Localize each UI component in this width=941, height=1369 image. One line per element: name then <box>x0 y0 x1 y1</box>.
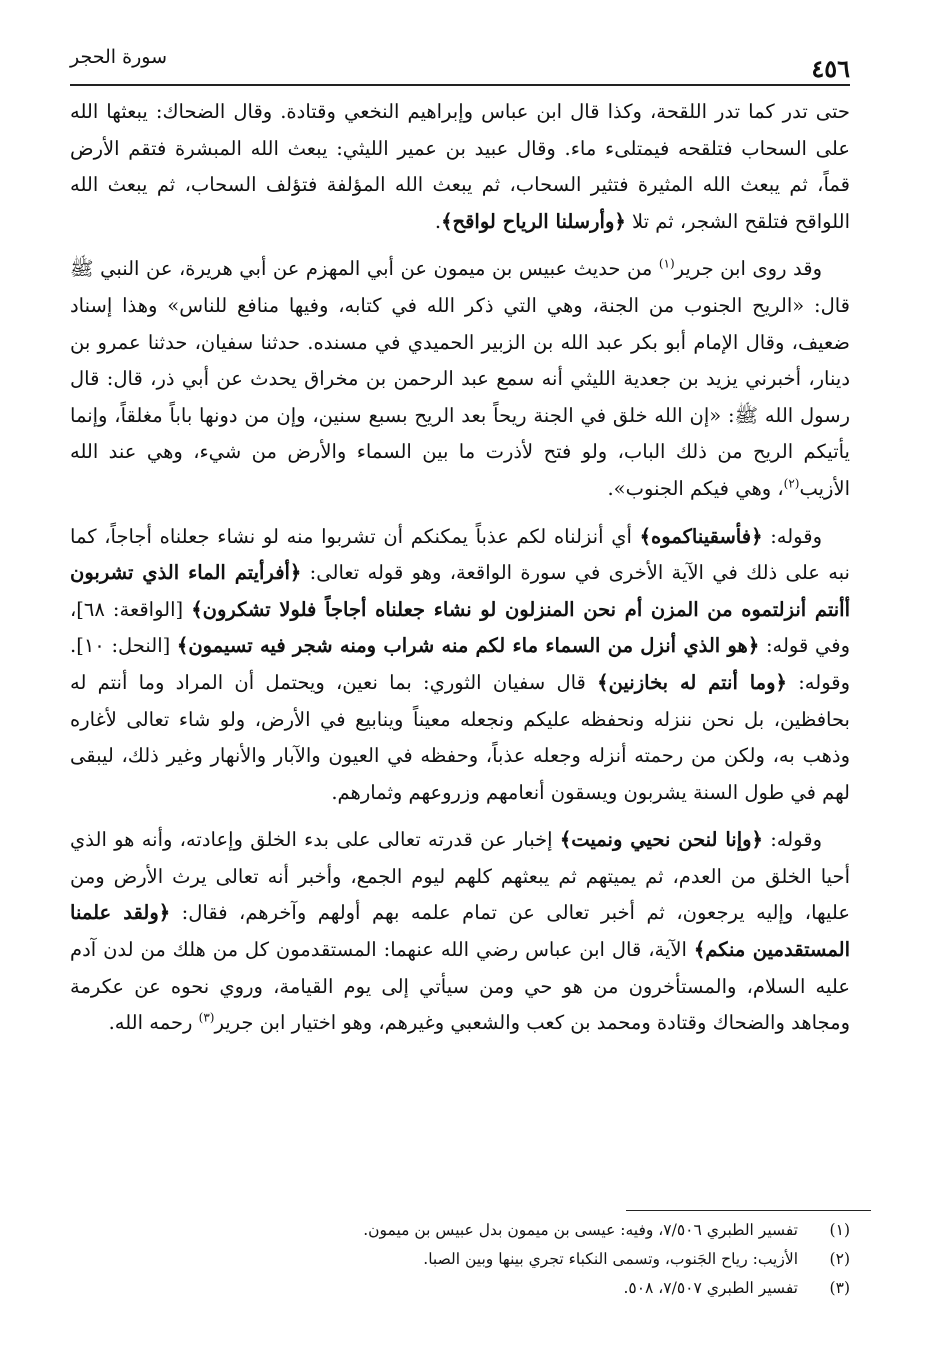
page-header <box>70 40 850 88</box>
text-segment: [الواقعة: ٦٨]، وفي قوله: <box>70 597 850 658</box>
text-segment: الآية، قال ابن عباس رضي الله عنهما: المستقدمون كل من هلك من لدن آدم عليه السلام، والمستأخرون من هو حي ومن سيأتي إلى يوم القيامة، وروي نحوه عن عكرمة ومجاهد والضحاك وقتادة ومحمد بن كعب والشعبي وغيرهم، وهو اختيار ابن جرير <box>70 938 850 1035</box>
footnote <box>70 1274 850 1303</box>
footnote <box>70 1245 850 1274</box>
page-number: ٤٥٦ <box>811 54 850 83</box>
footnote-reference: (٣) <box>198 1010 215 1025</box>
header-divider <box>70 84 850 86</box>
paragraph <box>70 822 850 1042</box>
quran-verse: ﴿وأرسلنا الرياح لواقح﴾ <box>441 209 626 233</box>
text-segment: وقد روى ابن جرير <box>674 257 822 281</box>
footnote-text: تفسير الطبري ٧/٥٠٧، ٥٠٨. <box>623 1279 798 1297</box>
quran-verse: ﴿ولقد علمنا المستقدمين منكم﴾ <box>70 901 850 962</box>
paragraph <box>70 519 850 812</box>
footnote-number: (١) <box>829 1221 850 1239</box>
text-segment: إخبار عن قدرته تعالى على بدء الخلق وإعادته، وأنه هو الذي أحيا الخلق من العدم، ثم يميتهم ثم يبعثهم كلهم ليوم الجمع، وأخبر أنه تعالى يرث الأرض ومن عليها، وإليه يرجعون، ثم أخبر تعالى عن تمام علمه بهم أولهم وآخرهم، فقال: <box>70 828 850 925</box>
footnote-divider <box>626 1210 871 1211</box>
footnote-reference: (٢) <box>783 476 800 491</box>
text-segment: رحمه الله. <box>108 1011 199 1035</box>
paragraph <box>70 251 850 507</box>
text-segment: [النحل: ١٠]. وقوله: <box>70 634 851 694</box>
footnote-text: الأزيب: رياح الجَنوب، وتسمى النكباء تجري بينها وبين الصبا. <box>423 1250 798 1268</box>
text-segment: أي أنزلناه لكم عذباً يمكنكم أن تشربوا منه لو نشاء جعلناه أجاجاً، كما نبه على ذلك في الآية الأخرى في سورة الواقعة، وهو قوله تعالى: <box>70 524 850 585</box>
footnote-number: (٢) <box>829 1250 850 1268</box>
text-segment: ، وهي فيكم الجنوب». <box>607 476 784 500</box>
text-segment: وقوله: <box>762 524 822 548</box>
quran-verse: ﴿أفرأيتم الماء الذي تشربون أأنتم أنزلتموه من المزن أم نحن المنزلون لو نشاء جعلناه أجاجاً فلولا تشكرون﴾ <box>70 561 851 621</box>
main-text <box>70 94 850 1053</box>
quran-verse: ﴿فأسقيناكموه﴾ <box>639 524 763 548</box>
quran-verse: ﴿وما أنتم له بخازنين﴾ <box>597 670 787 694</box>
paragraph <box>70 94 850 240</box>
quran-verse: ﴿وإنا لنحن نحيي ونميت﴾ <box>559 828 763 852</box>
footnote-text: تفسير الطبري ٧/٥٠٦، وفيه: عيسى بن ميمون بدل عبيس بن ميمون. <box>363 1221 798 1239</box>
running-title: سورة الحجر <box>70 46 167 68</box>
text-segment: . <box>434 209 442 233</box>
footnote-number: (٣) <box>829 1279 850 1297</box>
text-segment: قال سفيان الثوري: بما نعين، ويحتمل أن المراد وما أنتم له بحافظين، بل نحن ننزله ونحفظه عليكم ونجعله معيناً وينابيع في الأرض، ولو شاء تعالى لأغاره وذهب به، ولكن من رحمته أنزله وجعله عذباً، وحفظه في العيون والآبار والأنهار وغير ذلك، ليبقى لهم في طول السنة يشربون ويسقون أنعامهم وزروعهم وثمارهم. <box>70 670 850 804</box>
footnotes <box>70 1216 850 1303</box>
footnote-reference: (١) <box>658 256 675 271</box>
quran-verse: ﴿هو الذي أنزل من السماء ماء لكم منه شراب ومنه شجر فيه تسيمون﴾ <box>176 634 760 658</box>
footnote <box>70 1216 850 1245</box>
text-segment: وقوله: <box>762 828 822 852</box>
text-segment: حتى تدر كما تدر اللقحة، وكذا قال ابن عباس وإبراهيم النخعي وقتادة. وقال الضحاك: يبعثها الله على السحاب فتلقحه فيمتلىء ماء. وقال عبيد بن عمير الليثي: يبعث الله المبشرة فتقم الأرض قماً، ثم يبعث الله المثيرة فتثير السحاب، ثم يبعث الله المؤلفة فتؤلف السحاب، ثم يبعث الله اللواقح فتلقح الشجر، ثم تلا <box>70 100 850 233</box>
text-segment: من حديث عبيس بن ميمون عن أبي المهزم عن أبي هريرة، عن النبي ﷺ قال: «الريح الجنوب من الجنة، وهي التي ذكر الله في كتابه، وفيها منافع للناس» وهذا إسناد ضعيف، وقال الإمام أبو بكر عبد الله بن الزبير الحميدي في مسنده. حدثنا سفيان، حدثنا عمرو بن دينار، أخبرني يزيد بن جعدية الليثي أنه سمع عبد الرحمن بن مخراق يحدث عن أبي ذر، قال: قال رسول الله ﷺ: «إن الله خلق في الجنة ريحاً بعد الريح بسبع سنين، وإن من دونها باباً مغلقاً، وإنما يأتيكم الريح من ذلك الباب، ولو فتح لأذرت ما بين السماء والأرض من شيء، وهي عند الله الأزيب <box>70 257 850 500</box>
